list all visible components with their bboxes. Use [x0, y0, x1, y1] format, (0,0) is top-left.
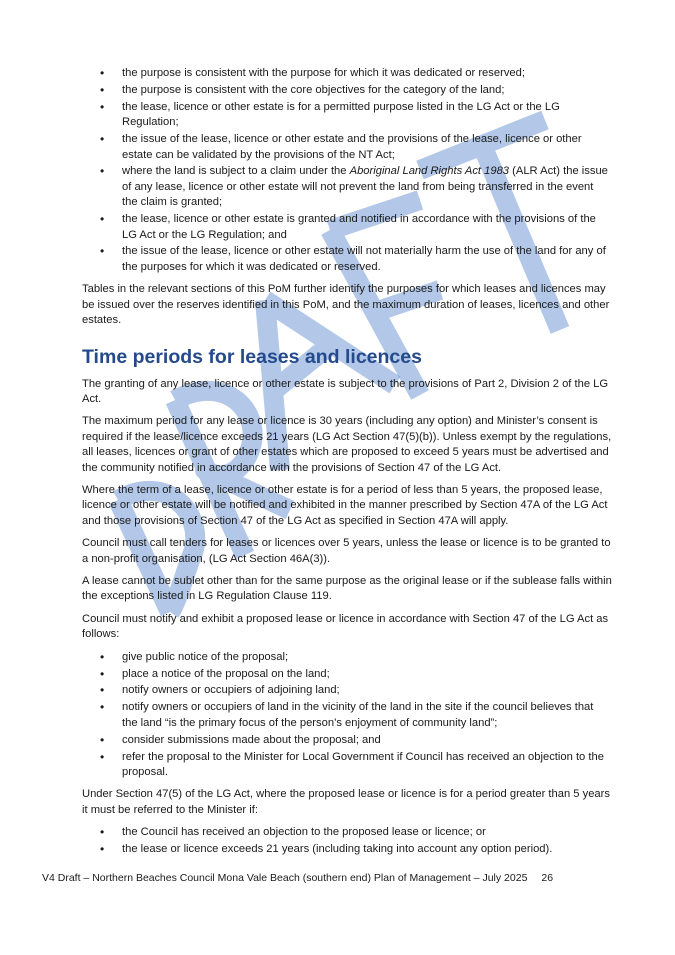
paragraph: The maximum period for any lease or licence is 30 years (including any option) and Minister’s consent is required if the lease/licence exceeds 21 years (LG Act Section 47(5)(b)). Unless exempt by the regulations, all leases, licences or grant of other estates which are proposed to exceed 5 years must be advertised and the community notified in accordance with the provisions of Section 47 of the LG Act.	[82, 415, 612, 474]
list-item: • the purpose is consistent with the purpose for which it was dedicated or reserved;	[82, 66, 612, 81]
document-body	[82, 66, 612, 859]
lease-conditions-list	[82, 66, 612, 275]
page-number: 26	[541, 872, 554, 884]
footer-text: V4 Draft – Northern Beaches Council Mona Vale Beach (southern end) Plan of Management – July 2025	[42, 872, 528, 884]
list-item: • the issue of the lease, licence or other estate will not materially harm the use of the land for any of the purposes for which it was dedicated or reserved.	[82, 244, 612, 275]
list-item: • the issue of the lease, licence or other estate and the provisions of the lease, licence or other estate can be validated by the provisions of the NT Act;	[82, 132, 612, 163]
paragraph: Council must call tenders for leases or licences over 5 years, unless the lease or licence is to be granted to a non-profit organisation, (LG Act Section 46A(3)).	[82, 537, 611, 565]
act-title: Aboriginal Land Rights Act 1983	[349, 165, 510, 178]
list-item: • the lease, licence or other estate is granted and notified in accordance with the provisions of the LG Act or the LG Regulation; and	[82, 212, 612, 243]
list-item: • the lease or licence exceeds 21 years (including taking into account any option period).	[82, 842, 612, 857]
list-item: • refer the proposal to the Minister for Local Government if Council has received an objection to the proposal.	[82, 750, 612, 781]
section-heading: Time periods for leases and licences	[82, 345, 422, 368]
list-item: • give public notice of the proposal;	[82, 650, 612, 665]
list-item: • place a notice of the proposal on the land;	[82, 667, 612, 682]
list-item: • the Council has received an objection to the proposed lease or licence; or	[82, 825, 612, 840]
list-item: • the purpose is consistent with the core objectives for the category of the land;	[82, 83, 612, 98]
minister-referral-list	[82, 825, 612, 857]
list-item: • notify owners or occupiers of adjoining land;	[82, 683, 612, 698]
section-47-paragraph: Under Section 47(5) of the LG Act, where the proposed lease or licence is for a period greater than 5 years it must be referred to the Minister if:	[82, 788, 610, 816]
paragraph: Council must notify and exhibit a proposed lease or licence in accordance with Section 47 of the LG Act as follows:	[82, 612, 609, 641]
tables-paragraph: Tables in the relevant sections of this PoM further identify the purposes for which leases and licences may be issued over the reserves identified in this PoM, and the maximum duration of leases, licences and other estates.	[82, 283, 610, 327]
paragraph: Where the term of a lease, licence or other estate is for a period of less than 5 years, the proposed lease, licence or other estate will be notified and exhibited in the manner prescribed by Section 47A of the LG Act and those provisions of Section 47 of the LG Act as specified in Section 47A will apply.	[82, 483, 608, 527]
page-footer	[42, 872, 553, 884]
list-item: • notify owners or occupiers of land in the vicinity of the land in the site if the council believes that the land “is the primary focus of the person’s enjoyment of community land”;	[82, 700, 612, 731]
notification-steps-list	[82, 650, 612, 781]
list-item: • consider submissions made about the proposal; and	[82, 733, 612, 748]
list-item: • where the land is subject to a claim under the Aboriginal Land Rights Act 1983 (ALR Act) the issue of any lease, licence or other estate will not prevent the land from being transferred in the event the claim is granted;	[82, 164, 612, 210]
list-item: • the lease, licence or other estate is for a permitted purpose listed in the LG Act or the LG Regulation;	[82, 100, 612, 131]
paragraph: A lease cannot be sublet other than for the same purpose as the original lease or if the sublease falls within the exceptions listed in LG Regulation Clause 119.	[82, 574, 612, 603]
paragraph: The granting of any lease, licence or other estate is subject to the provisions of Part 2, Division 2 of the LG Act.	[82, 377, 609, 405]
